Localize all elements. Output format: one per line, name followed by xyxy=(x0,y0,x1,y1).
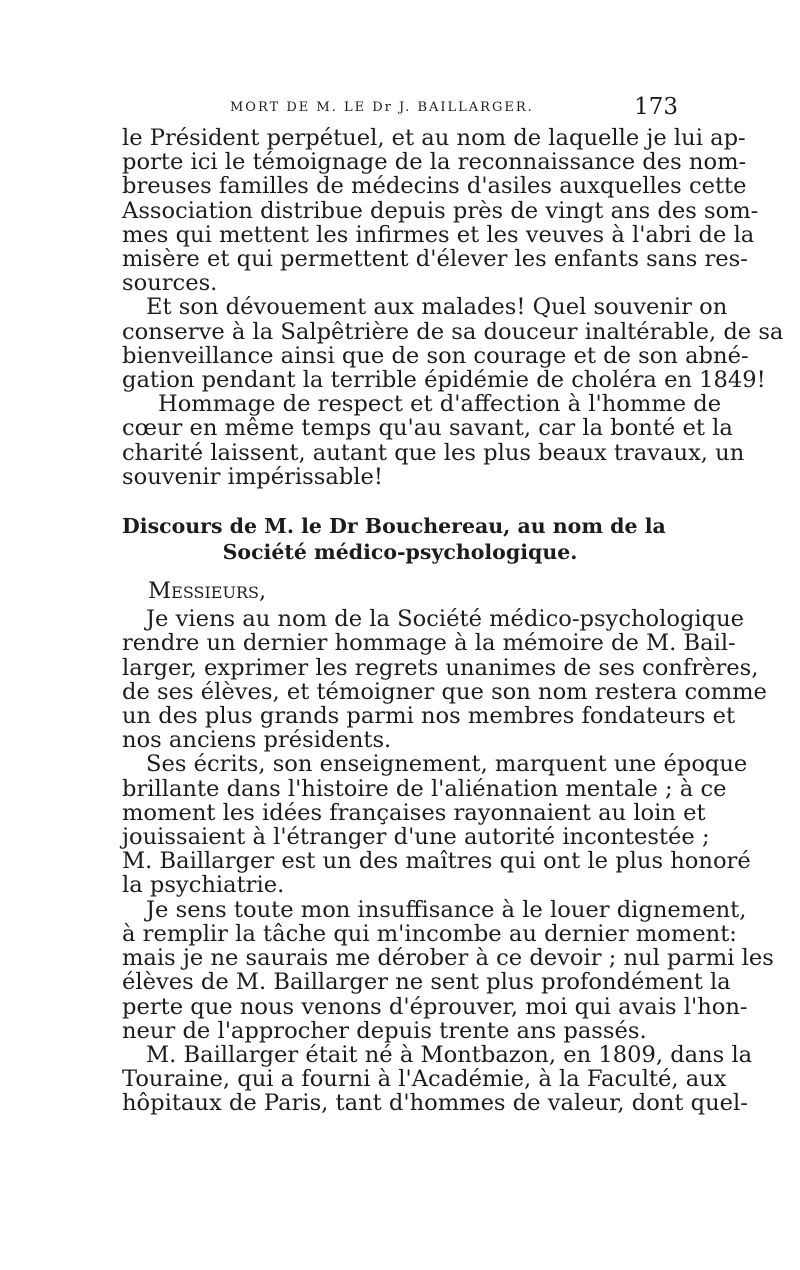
heading-line: Discours de M. le Dr Bouchereau, au nom de la xyxy=(122,514,666,539)
text-line: Et son dévouement aux malades! Quel souvenir on xyxy=(146,294,728,321)
section-heading xyxy=(122,513,678,565)
text-line: mes qui mettent les infirmes et les veuves à l'abri de la xyxy=(122,221,755,248)
page-number: 173 xyxy=(634,94,678,120)
paragraph-4 xyxy=(122,606,767,754)
text-line: souvenir impérissable! xyxy=(122,463,383,490)
text-line: le Président perpétuel, et au nom de laquelle je lui ap- xyxy=(122,125,746,151)
text-line: charité laissent, autant que les plus beaux travaux, un xyxy=(122,439,745,466)
text-line: porte ici le témoignage de la reconnaissance des nom- xyxy=(122,149,747,176)
text-line: moment les idées françaises rayonnaient au loin et xyxy=(122,799,706,826)
text-line: rendre un dernier hommage à la mémoire de M. Bail- xyxy=(122,630,736,657)
body-text xyxy=(122,125,784,1117)
text-line: Je viens au nom de la Société médico-psychologique xyxy=(146,606,745,633)
text-line: larger, exprimer les regrets unanimes de ses confrères, xyxy=(122,654,759,681)
text-line: Je sens toute mon insuffisance à le louer dignement, xyxy=(146,896,747,923)
text-line: brillante dans l'histoire de l'aliénation mentale ; à ce xyxy=(122,775,727,802)
text-line: hôpitaux de Paris, tant d'hommes de valeur, dont quel- xyxy=(122,1090,748,1117)
text-line: M. Baillarger est un des maîtres qui ont le plus honoré xyxy=(122,848,751,875)
page-header xyxy=(122,94,678,122)
text-line: cœur en même temps qu'au savant, car la bonté et la xyxy=(122,415,733,442)
heading-line: Société médico-psychologique. xyxy=(222,540,578,565)
text-line: conserve à la Salpêtrière de sa douceur inaltérable, de sa xyxy=(122,318,784,345)
text-line: breuses familles de médecins d'asiles auxquelles cette xyxy=(122,173,747,200)
text-line: mais je ne saurais me dérober à ce devoir ; nul parmi les xyxy=(122,945,774,972)
paragraph-6 xyxy=(122,896,774,1044)
paragraph-7 xyxy=(122,1041,753,1117)
text-line: Association distribue depuis près de vingt ans des som- xyxy=(122,197,759,224)
paragraph-1 xyxy=(122,125,759,297)
text-line: perte que nous venons d'éprouver, moi qui avais l'hon- xyxy=(122,993,748,1020)
text-line: sources. xyxy=(122,270,218,297)
paragraph-2 xyxy=(122,294,784,394)
text-line: Touraine, qui a fourni à l'Académie, à la Faculté, aux xyxy=(122,1066,727,1093)
paragraph-3 xyxy=(122,391,745,490)
text-line: la psychiatrie. xyxy=(122,872,285,899)
text-line: un des plus grands parmi nos membres fondateurs et xyxy=(122,703,736,730)
text-line: Hommage de respect et d'affection à l'homme de xyxy=(158,391,722,418)
text-line: neur de l'approcher depuis trente ans passés. xyxy=(122,1017,647,1044)
running-head: MORT DE M. LE Dr J. BAILLARGER. xyxy=(230,100,534,115)
text-line: nos anciens présidents. xyxy=(122,727,392,754)
text-line: élèves de M. Baillarger ne sent plus profondément la xyxy=(122,969,731,996)
paragraph-5 xyxy=(122,751,751,899)
text-line: M. Baillarger était né à Montbazon, en 1809, dans la xyxy=(146,1041,753,1068)
text-line: gation pendant la terrible épidémie de choléra en 1849! xyxy=(122,367,766,394)
text-line: bienveillance ainsi que de son courage et de son abné- xyxy=(122,342,749,369)
text-line: de ses élèves, et témoigner que son nom restera comme xyxy=(122,678,767,705)
text-line: jouissaient à l'étranger d'une autorité incontestée ; xyxy=(122,824,710,851)
text-line: misère et qui permettent d'élever les enfants sans res- xyxy=(122,246,748,273)
salutation: Messieurs, xyxy=(148,578,267,605)
text-line: Ses écrits, son enseignement, marquent une époque xyxy=(146,751,748,778)
text-line: à remplir la tâche qui m'incombe au dernier moment: xyxy=(122,920,737,947)
